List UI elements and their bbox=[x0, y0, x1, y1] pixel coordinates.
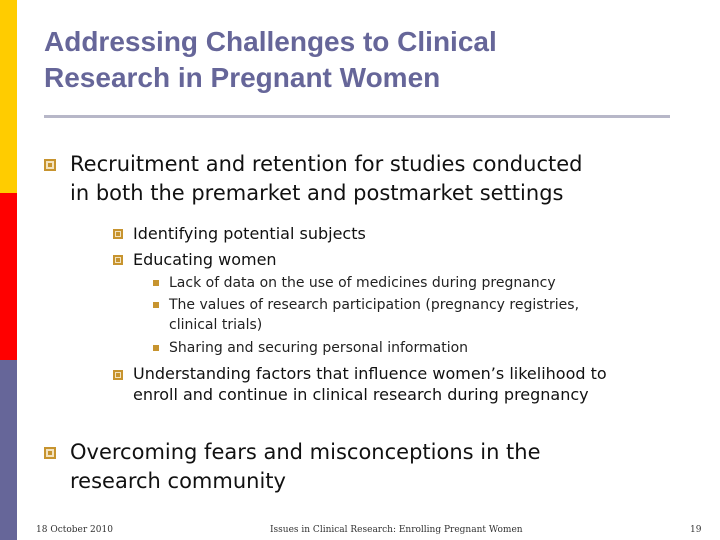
bullet-icon bbox=[113, 229, 123, 239]
subsub-bullet-values: The values of research participation (pregnancy registries, clinical trials) bbox=[169, 297, 580, 333]
square-bullet-icon bbox=[153, 302, 159, 308]
slide-title bbox=[44, 24, 684, 96]
square-bullet-icon bbox=[153, 345, 159, 351]
footer-title: Issues in Clinical Research: Enrolling Pregnant Women bbox=[270, 525, 523, 535]
title-line-1: Addressing Challenges to Clinical bbox=[44, 26, 497, 57]
bullet-icon bbox=[113, 255, 123, 265]
sub-bullet-understanding: Understanding factors that influence women’s likelihood to enroll and continue in clinical research during pregnancy bbox=[133, 364, 607, 404]
title-divider bbox=[44, 115, 670, 118]
bullet-icon bbox=[113, 370, 123, 380]
slide-number: 19 bbox=[690, 525, 702, 535]
sub-bullet-identifying: Identifying potential subjects bbox=[133, 224, 366, 243]
bullet-icon bbox=[44, 159, 56, 171]
accent-bar-purple bbox=[0, 360, 17, 540]
accent-bar-red bbox=[0, 193, 17, 360]
footer-date: 18 October 2010 bbox=[36, 525, 113, 535]
title-line-2: Research in Pregnant Women bbox=[44, 62, 441, 93]
accent-bar-yellow bbox=[0, 0, 17, 193]
bullet-icon bbox=[44, 447, 56, 459]
sub-bullet-educating: Educating women bbox=[133, 250, 277, 269]
subsub-bullet-sharing: Sharing and securing personal information bbox=[169, 340, 469, 356]
subsub-bullet-lack-of-data: Lack of data on the use of medicines during pregnancy bbox=[169, 275, 556, 291]
bullet-overcoming: Overcoming fears and misconceptions in the research community bbox=[70, 440, 541, 493]
square-bullet-icon bbox=[153, 280, 159, 286]
bullet-recruitment: Recruitment and retention for studies conducted in both the premarket and postmarket settings bbox=[70, 152, 583, 205]
